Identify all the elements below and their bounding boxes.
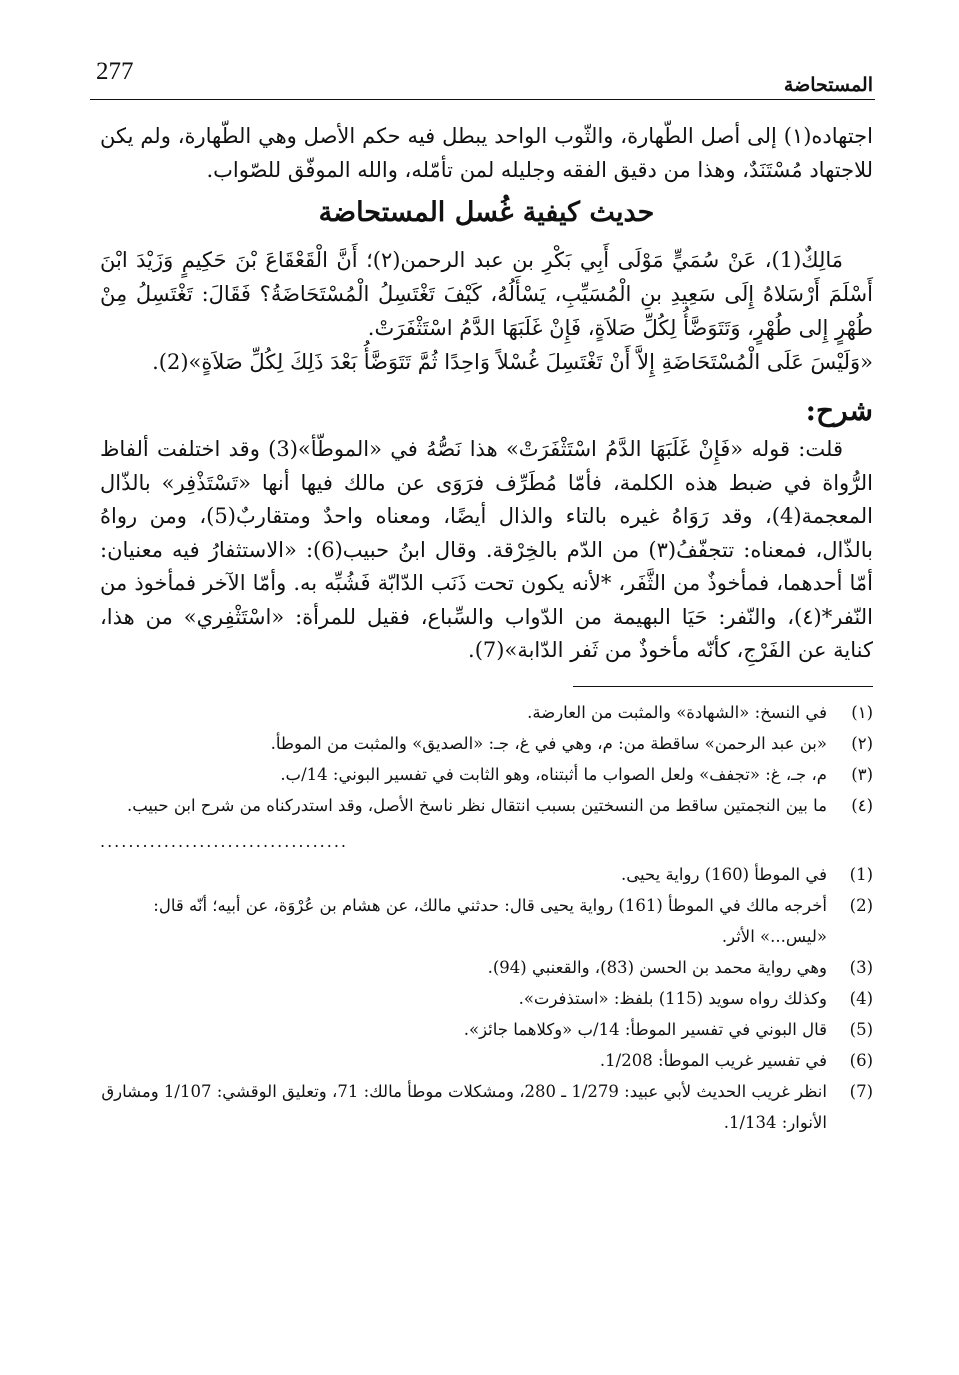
page-number: 277 bbox=[96, 58, 134, 85]
footnote-item bbox=[100, 1045, 873, 1076]
footnote-number: (3) bbox=[849, 957, 873, 977]
footnote-item bbox=[100, 790, 873, 821]
footnote-item bbox=[100, 1014, 873, 1045]
footnote-rule bbox=[573, 686, 873, 687]
footnote-number: (6) bbox=[849, 1050, 873, 1070]
footnote-text: وهي رواية محمد بن الحسن (83)، والقعنبي (94). bbox=[487, 957, 827, 977]
header-rule bbox=[90, 99, 875, 100]
section-title: حديث كيفية غُسل المستحاضة bbox=[318, 197, 655, 228]
footnote-separator-dots: ................................... bbox=[100, 831, 349, 851]
running-title: المستحاضة bbox=[783, 74, 873, 96]
hadith-quote: «وَلَيْسَ عَلَى الْمُسْتَحَاضَةِ إِلاَّ أَنْ تَغْتَسِلَ غُسْلاً وَاحِدًا ثُمَّ تَتَوَضَّأُ بَعْدَ ذَلِكَ لِكُلِّ صَلاَةٍ»(2). bbox=[152, 350, 873, 374]
footnote-item bbox=[100, 1076, 873, 1138]
footnote-item bbox=[100, 728, 873, 759]
footnote-text: «بن عبد الرحمن» ساقطة من: م، وهي في غ، جـ: «الصديق» والمثبت من الموطأ. bbox=[270, 733, 827, 753]
source-footnotes bbox=[100, 859, 873, 1138]
footnote-number: (٣) bbox=[851, 764, 873, 784]
footnote-text: في النسخ: «الشهادة» والمثبت من العارضة. bbox=[527, 702, 827, 722]
footnote-text: ما بين النجمتين ساقط من النسختين بسبب انتقال نظر ناسخ الأصل، وقد استدركناه من شرح ابن حبيب. bbox=[126, 795, 827, 815]
footnote-item bbox=[100, 759, 873, 790]
footnote-number: (4) bbox=[849, 988, 873, 1008]
footnote-text: في الموطأ (160) رواية يحيى. bbox=[620, 864, 827, 884]
footnote-item bbox=[100, 952, 873, 983]
footnote-text: م، جـ، غ: «تجفف» ولعل الصواب ما أثبتناه، وهو الثابت في تفسير البوني: 14/ب. bbox=[280, 764, 827, 784]
footnote-text: قال البوني في تفسير الموطأ: 14/ب «وكلاهما جائز». bbox=[463, 1019, 827, 1039]
footnote-item bbox=[100, 697, 873, 728]
sharh-body: قلت: قوله «فَإِنْ غَلَبَهَا الدَّمُ اسْتَثْفَرَتْ» هذا نَصُّهُ في «الموطّأ»(3) وقد اختلفت ألفاظ الرُّواة في ضبط هذه الكلمة، فأمّا مُطَرِّف فرَوَى عن مالك فيها أنها «تَسْتَذْفِر» بالذّال المعجمة(4)، وقد رَوَاهُ غيره بالتاء والذال أيضًا، ومعناه واحدٌ ومتقاربٌ(5)، ومن رواهُ بالذّال، فمعناه: تتجفّفُ(٣) من الدّم بالخِرْقة. وقال ابنُ حبيب(6): «الاستثفارُ فيه معنيان: أمّا أحدهما، فمأخوذٌ من الثَّفَر، *لأنه يكون تحت ذَنَب الدّابّة فَشُبِّه به. وأمّا الآخر فمأخوذ من النّفر*(٤)، والنّفر: حَيَا البهيمة من الدّواب والسِّباع، فقيل للمرأة: «اسْتَثْفِري» من هذا، كناية عن الفَرْجِ، كأنّه مأخوذٌ من ثَفر الدّابة»(7). bbox=[100, 437, 874, 662]
footnote-item bbox=[100, 859, 873, 890]
footnote-text: أخرجه مالك في الموطأ (161) رواية يحيى قال: حدثني مالك، عن هشام بن عُرْوَة، عن أبيه؛ أنّه قال: «ليس...» الأثر. bbox=[153, 895, 827, 946]
footnote-number: (٤) bbox=[851, 795, 873, 815]
manuscript-footnotes bbox=[100, 697, 873, 821]
footnote-number: (2) bbox=[849, 895, 873, 915]
footnote-text: وكذلك رواه سويد (115) بلفظ: «استذفرت». bbox=[518, 988, 827, 1008]
hadith-text: مَالِكٌ(1)، عَنْ سُمَيٍّ مَوْلَى أَبِي بَكْرِ بن عبد الرحمن(٢)؛ أَنَّ الْقَعْقَاعَ بْنَ حَكِيمٍ وَزَيْدَ ابْنَ أَسْلَمَ أَرْسَلاهُ إِلَى سَعِيدِ بنِ الْمُسَيِّبِ، يَسْأَلُهُ، كَيْفَ تَغْتَسِلُ الْمُسْتَحَاضَةُ؟ فَقَالَ: تَغْتَسِلُ مِنْ طُهْرٍ إِلى طُهْرٍ، وَتَتَوَضَّأُ لِكُلِّ صَلاَةٍ، فَإِنْ غَلَبَهَا الدَّمُ اسْتَثْفَرَتْ. bbox=[100, 248, 873, 340]
footnote-item bbox=[100, 890, 873, 952]
footnote-number: (5) bbox=[849, 1019, 873, 1039]
intro-paragraph: اجتهاده(١) إلى أصل الطّهارة، والثّوب الواحد يبطل فيه حكم الأصل وهي الطّهارة، ولم يكن للاجتهاد مُسْتَنَدٌ، وهذا من دقيق الفقه وجليله لمن تأمّله، والله الموفّق للصّواب. bbox=[100, 124, 873, 182]
footnote-number: (١) bbox=[851, 702, 873, 722]
footnote-number: (1) bbox=[849, 864, 873, 884]
footnote-text: انظر غريب الحديث لأبي عبيد: 1/279 ـ 280، ومشكلات موطأ مالك: 71، وتعليق الوقشي: 1/107 ومشارق الأنوار: 1/134. bbox=[101, 1081, 827, 1132]
footnote-text: في تفسير غريب الموطأ: 1/208. bbox=[599, 1050, 827, 1070]
footnote-number: (7) bbox=[849, 1081, 873, 1101]
sharh-heading: شرح: bbox=[805, 394, 873, 427]
footnote-number: (٢) bbox=[851, 733, 873, 753]
page-content bbox=[100, 120, 873, 1138]
footnote-item bbox=[100, 983, 873, 1014]
